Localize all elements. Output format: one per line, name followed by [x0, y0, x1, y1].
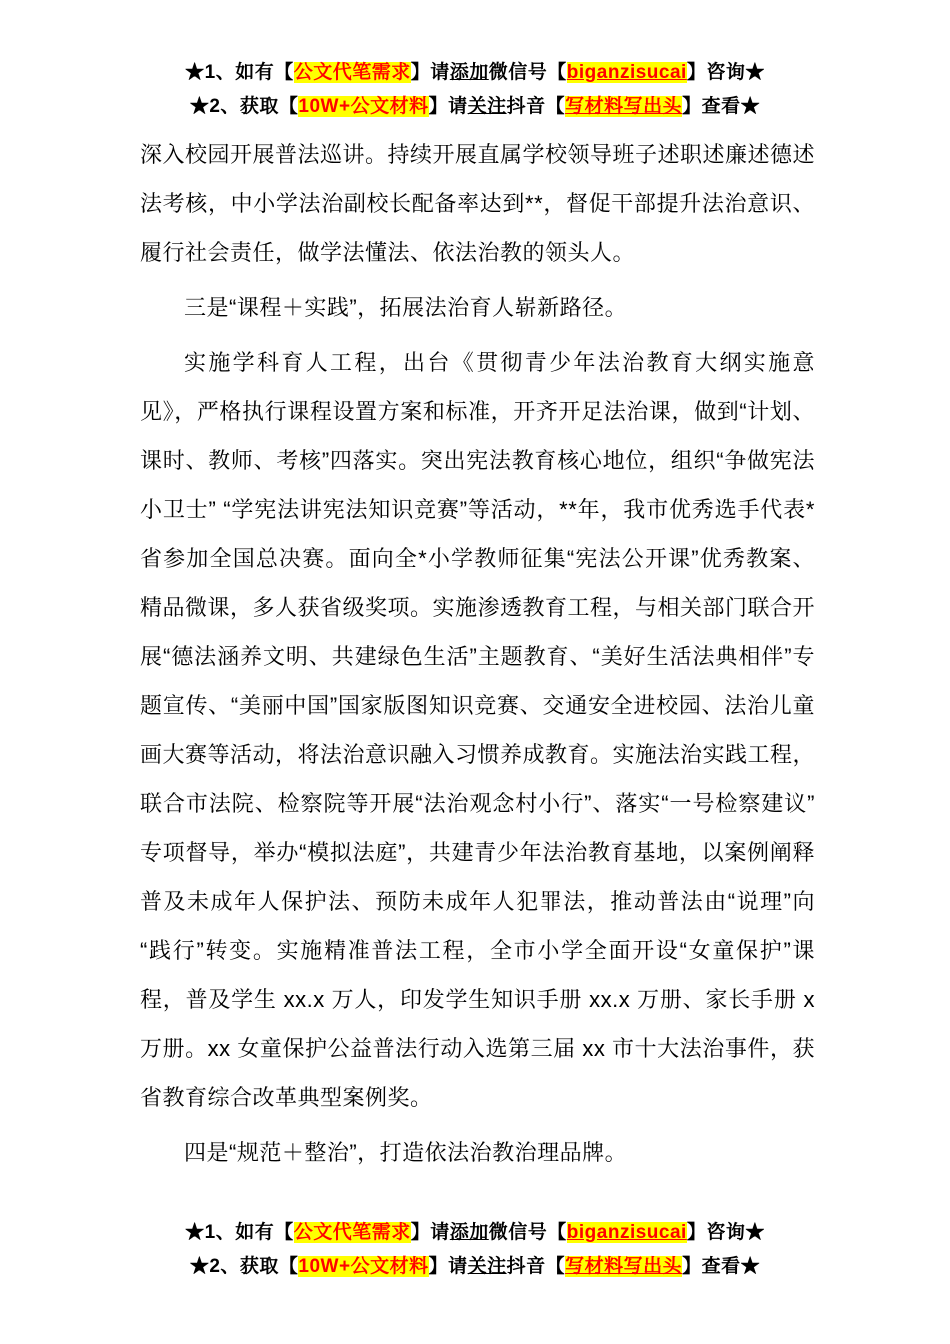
ad-highlight-term: 公文代笔需求 — [293, 1222, 411, 1243]
ad-douyin-id: 写材料写出头 — [565, 1256, 683, 1277]
ad-text: 】请 — [410, 1222, 450, 1243]
ad-underlined-text: 关注 — [467, 1256, 507, 1277]
ad-text: ★2、获取【 — [189, 1256, 299, 1277]
footer-ad-line-2 — [0, 1250, 950, 1284]
header-ad — [0, 0, 950, 124]
ad-text: ★1、如有【 — [185, 62, 294, 83]
ad-text: ★2、获取【 — [189, 96, 299, 117]
ad-highlight-term: 10W+公文材料 — [298, 1256, 429, 1277]
ad-wechat-id: biganzisucai — [566, 62, 687, 83]
paragraph-continuation: 深入校园开展普法巡讲。持续开展直属学校领导班子述职述廉述德述法考核，中小学法治副校长配备率达到**，督促干部提升法治意识、履行社会责任，做学法懂法、依法治教的领头人。 — [140, 142, 816, 265]
ad-text: 】请 — [428, 96, 468, 117]
ad-text: 】咨询★ — [686, 1222, 765, 1243]
ad-underlined-text: 关注 — [467, 96, 507, 117]
header-ad-line-2 — [0, 90, 950, 124]
ad-text: 】咨询★ — [686, 62, 765, 83]
ad-text: 微信号【 — [488, 62, 567, 83]
ad-highlight-term: 10W+公文材料 — [298, 96, 429, 117]
ad-text: 抖音【 — [506, 96, 566, 117]
ad-douyin-id: 写材料写出头 — [565, 96, 683, 117]
ad-underlined-text: 添加 — [449, 1222, 489, 1243]
header-ad-line-1 — [0, 56, 950, 90]
ad-text: 】查看★ — [682, 96, 761, 117]
footer-ad-line-1 — [0, 1216, 950, 1250]
ad-text: 】查看★ — [682, 1256, 761, 1277]
ad-text: 】请 — [410, 62, 450, 83]
document-body — [0, 124, 950, 1177]
ad-underlined-text: 添加 — [449, 62, 489, 83]
ad-wechat-id: biganzisucai — [566, 1222, 687, 1243]
ad-text: 微信号【 — [488, 1222, 567, 1243]
footer-ad — [0, 1216, 950, 1284]
ad-highlight-term: 公文代笔需求 — [293, 62, 411, 83]
section-heading-four: 四是“规范＋整治”，打造依法治教治理品牌。 — [184, 1140, 628, 1165]
paragraph-section-three: 实施学科育人工程，出台《贯彻青少年法治教育大纲实施意见》，严格执行课程设置方案和标准，开齐开足法治课，做到“计划、课时、教师、考核”四落实。突出宪法教育核心地位，组织“争做宪法小卫士” “学宪法讲宪法知识竞赛”等活动，**年，我市优秀选手代表*省参加全国总决赛。面向全*小学教师征集“宪法公开课”优秀教案、精品微课，多人获省级奖项。实施渗透教育工程，与相关部门联合开展“德法涵养文明、共建绿色生活”主题教育、“美好生活法典相伴”专题宣传、“美丽中国”国家版图知识竞赛、交通安全进校园、法治儿童画大赛等活动，将法治意识融入习惯养成教育。实施法治实践工程，联合市法院、检察院等开展“法治观念村小行”、落实“一号检察建议”专项督导，举办“模拟法庭”，共建青少年法治教育基地，以案例阐释普及未成年人保护法、预防未成年人犯罪法，推动普法由“说理”向“践行”转变。实施精准普法工程，全市小学全面开设“女童保护”课程，普及学生 xx.x 万人，印发学生知识手册 xx.x 万册、家长手册 x 万册。xx 女童保护公益普法行动入选第三届 xx 市十大法治事件，获省教育综合改革典型案例奖。 — [140, 350, 816, 1110]
ad-text: 抖音【 — [506, 1256, 566, 1277]
ad-text: ★1、如有【 — [185, 1222, 294, 1243]
ad-text: 】请 — [428, 1256, 468, 1277]
section-heading-three: 三是“课程＋实践”，拓展法治育人崭新路径。 — [184, 295, 628, 320]
